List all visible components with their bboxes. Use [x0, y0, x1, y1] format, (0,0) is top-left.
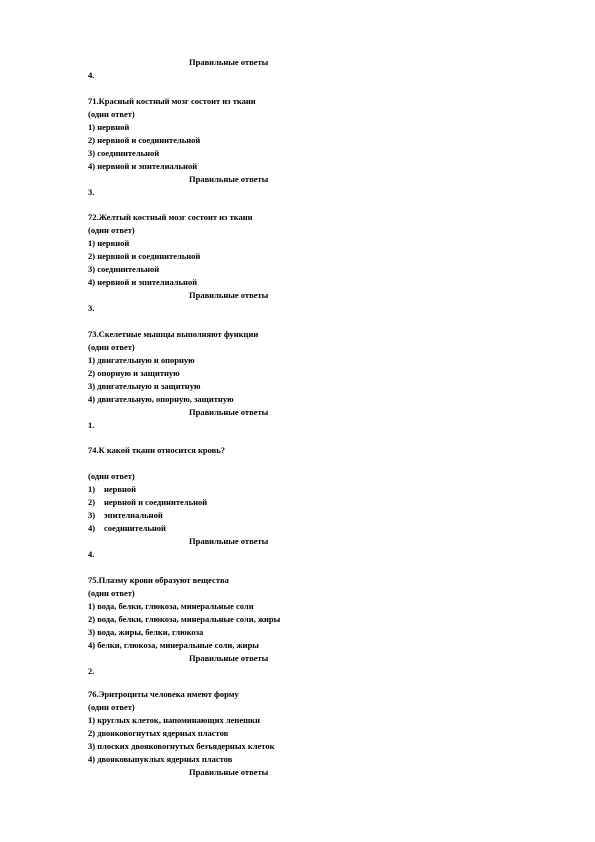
option-1: 1) двигательную и опорную [88, 355, 195, 365]
option-4 [88, 522, 508, 535]
option-number: 1) [88, 484, 96, 494]
option-number: 2) [88, 497, 96, 507]
option-4: 4) нервной и эпителиальной [88, 277, 198, 287]
question-title: 72.Желтый костный мозг состоит из ткани [88, 212, 253, 222]
option-3: 3) плоских двояковогнутых безъядерных клеток [88, 741, 275, 751]
option-number: 4) [88, 523, 96, 533]
question-note: (один ответ) [88, 342, 135, 352]
answers-label: Правильные ответы [189, 767, 269, 777]
question-title: 71.Красный костный мозг состоит из ткани [88, 96, 256, 106]
answer-value: 4. [88, 70, 95, 80]
answers-label: Правильные ответы [189, 290, 269, 300]
question-note: (один ответ) [88, 702, 135, 712]
question-title: 74.К какой ткани относится кровь? [88, 445, 226, 455]
option-3: 3) двигательную и защитную [88, 381, 201, 391]
option-4: 4) белки, глюкоза, минеральные соли, жиры [88, 640, 259, 650]
option-2: 2) двояковогнутых ядерных пластов [88, 728, 229, 738]
option-2: 2) нервной и соединительной [88, 135, 201, 145]
option-2 [88, 496, 508, 509]
option-1: 1) нервной [88, 122, 130, 132]
question-74 [88, 444, 508, 561]
answers-label: Правильные ответы [189, 536, 269, 546]
option-1: 1) круглых клеток, напоминающих лепешки [88, 715, 261, 725]
option-1: 1) вода, белки, глюкоза, минеральные соли [88, 601, 254, 611]
option-text: соединительной [104, 523, 166, 533]
question-title: 76.Эритроциты человека имеют форму [88, 689, 239, 699]
question-note: (один ответ) [88, 588, 135, 598]
option-4: 4) нервной и эпителиальной [88, 161, 198, 171]
option-text: нервной и соединительной [104, 497, 208, 507]
question-71 [88, 95, 508, 199]
answer-value: 2. [88, 666, 95, 676]
answer-value: 3. [88, 303, 95, 313]
option-4: 4) двигательную, опорную, защитную [88, 394, 234, 404]
answers-label: Правильные ответы [189, 57, 269, 67]
question-title: 75.Плазму крови образуют вещества [88, 575, 229, 585]
option-3: 3) соединительной [88, 264, 160, 274]
option-3: 3) соединительной [88, 148, 160, 158]
answer-value: 1. [88, 420, 95, 430]
option-1: 1) нервной [88, 238, 130, 248]
option-2: 2) опорную и защитную [88, 368, 180, 378]
option-2: 2) нервной и соединительной [88, 251, 201, 261]
answers-label: Правильные ответы [189, 174, 269, 184]
question-note: (один ответ) [88, 471, 135, 481]
question-75 [88, 574, 508, 678]
answer-value: 4. [88, 549, 95, 559]
option-1 [88, 483, 508, 496]
option-number: 3) [88, 510, 96, 520]
option-text: нервной [104, 484, 137, 494]
option-3: 3) вода, жиры, белки, глюкоза [88, 627, 204, 637]
question-76 [88, 688, 508, 779]
option-2: 2) вода, белки, глюкоза, минеральные соли, жиры [88, 614, 281, 624]
question-note: (один ответ) [88, 225, 135, 235]
question-72 [88, 211, 508, 315]
question-70-tail [88, 56, 508, 82]
option-3 [88, 509, 508, 522]
question-73 [88, 328, 508, 432]
option-4: 4) двояковыпуклых ядерных пластов [88, 754, 233, 764]
question-note: (один ответ) [88, 109, 135, 119]
answers-label: Правильные ответы [189, 653, 269, 663]
answers-label: Правильные ответы [189, 407, 269, 417]
answer-value: 3. [88, 187, 95, 197]
option-text: эпителиальной [104, 510, 163, 520]
question-title: 73.Скелетные мышцы выполняют функции [88, 329, 259, 339]
